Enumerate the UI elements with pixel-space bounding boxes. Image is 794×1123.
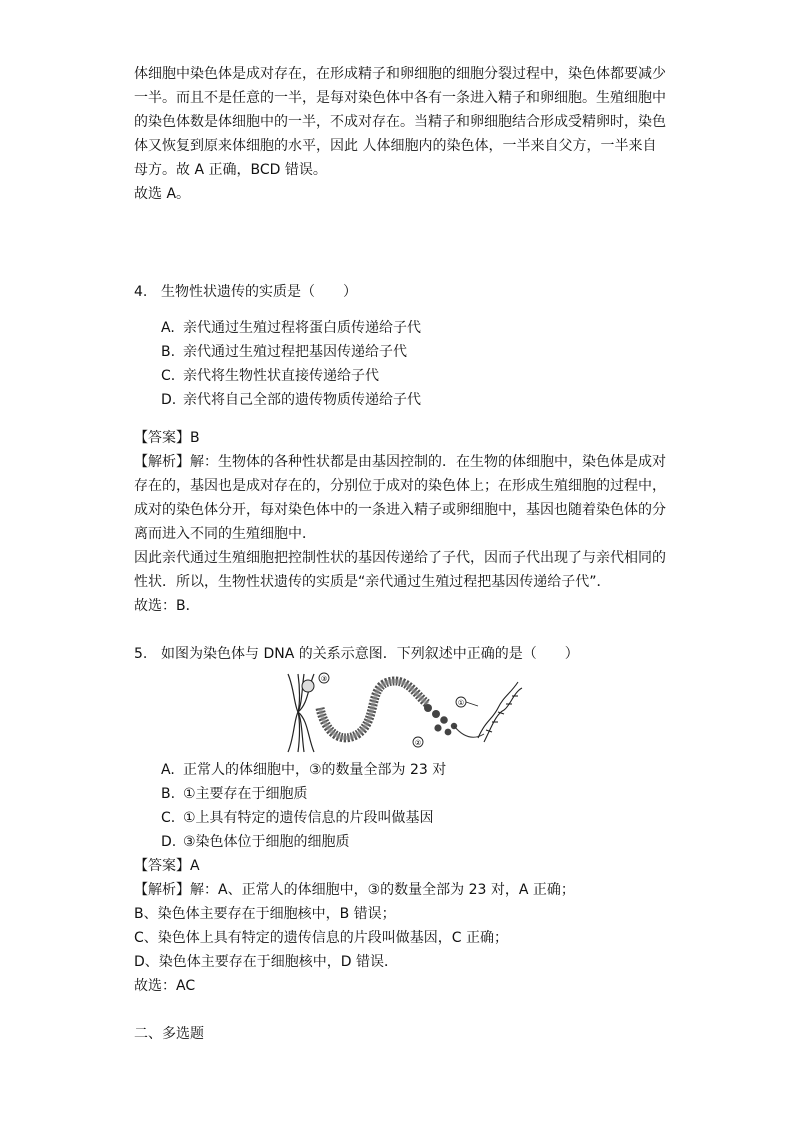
intro-line: 的染色体数是体细胞中的一半，不成对存在。当精子和卵细胞结合形成受精卵时，染色 <box>134 114 666 130</box>
option-text: 亲代通过生殖过程将蛋白质传递给子代 <box>183 320 421 336</box>
option-a <box>161 316 421 340</box>
answer: 【答案】B <box>134 430 200 446</box>
option-c <box>161 364 379 388</box>
intro-line: 体又恢复到原来体细胞的水平，因此 人体细胞内的染色体，一半来自父方，一半来自 <box>134 138 657 154</box>
option-text: 亲代将生物性状直接传递给子代 <box>183 368 379 384</box>
option-letter: C. <box>161 368 176 384</box>
intro-conclusion: 故选 A。 <box>134 186 191 202</box>
figure-label-1: ① <box>457 699 465 707</box>
option-text: 亲代将自己全部的遗传物质传递给子代 <box>183 392 421 408</box>
analysis-line: 因此亲代通过生殖细胞把控制性状的基因传递给了子代，因而子代出现了与亲代相同的 <box>134 550 666 566</box>
figure-label-2: ② <box>414 739 422 747</box>
option-letter: A. <box>161 320 175 336</box>
analysis-line: C、染色体上具有特定的遗传信息的片段叫做基因，C 正确； <box>134 930 508 946</box>
chromosome-dna-figure <box>278 668 528 756</box>
option-letter: D. <box>161 392 177 408</box>
option-letter: D. <box>161 834 177 850</box>
option-c <box>161 806 434 830</box>
question-text: 生物性状遗传的实质是（ ） <box>161 284 357 300</box>
option-text: ①上具有特定的遗传信息的片段叫做基因 <box>183 810 434 826</box>
option-a <box>161 758 446 782</box>
analysis-conclusion: 故选：B． <box>134 598 200 614</box>
question-number: 5. <box>134 646 148 662</box>
question-number: 4. <box>134 284 148 300</box>
analysis-line: 成对的染色体分开，每对染色体中的一条进入精子或卵细胞中，基因也随着染色体的分 <box>134 502 666 518</box>
option-letter: A. <box>161 762 175 778</box>
analysis-conclusion: 故选：AC <box>134 978 196 994</box>
option-d <box>161 830 350 854</box>
option-b <box>161 340 407 364</box>
analysis-line: D、染色体主要存在于细胞核中，D 错误． <box>134 954 399 970</box>
analysis-line: 【解析】解：A、正常人的体细胞中，③的数量全部为 23 对，A 正确； <box>134 882 575 898</box>
analysis-line: 离而进入不同的生殖细胞中． <box>134 526 316 542</box>
analysis-line: 【解析】解：生物体的各种性状都是由基因控制的．在生物的体细胞中，染色体是成对 <box>134 454 666 470</box>
analysis-line: 存在的，基因也是成对存在的，分别位于成对的染色体上；在形成生殖细胞的过程中， <box>134 478 666 494</box>
option-d <box>161 388 421 412</box>
analysis-line: B、染色体主要存在于细胞核中，B 错误； <box>134 906 396 922</box>
answer: 【答案】A <box>134 858 200 874</box>
option-text: 正常人的体细胞中，③的数量全部为 23 对 <box>183 762 447 778</box>
section-title: 二、多选题 <box>134 1026 204 1042</box>
option-text: ③染色体位于细胞的细胞质 <box>183 834 350 850</box>
analysis-line: 性状．所以，生物性状遗传的实质是“亲代通过生殖过程把基因传递给子代”． <box>134 574 611 590</box>
intro-line: 一半。而且不是任意的一半，是每对染色体中各有一条进入精子和卵细胞。生殖细胞中 <box>134 90 666 106</box>
option-letter: B. <box>161 344 176 360</box>
option-letter: C. <box>161 810 176 826</box>
option-b <box>161 782 308 806</box>
figure-label-3: ③ <box>320 675 328 683</box>
option-text: 亲代通过生殖过程把基因传递给子代 <box>183 344 407 360</box>
magnifier-icon <box>302 680 314 692</box>
intro-line: 体细胞中染色体是成对存在，在形成精子和卵细胞的细胞分裂过程中，染色体都要减少 <box>134 66 666 82</box>
question-text: 如图为染色体与 DNA 的关系示意图．下列叙述中正确的是（ ） <box>161 646 579 662</box>
option-text: ①主要存在于细胞质 <box>183 786 308 802</box>
intro-line: 母方。故 A 正确，BCD 错误。 <box>134 162 327 178</box>
option-letter: B. <box>161 786 176 802</box>
